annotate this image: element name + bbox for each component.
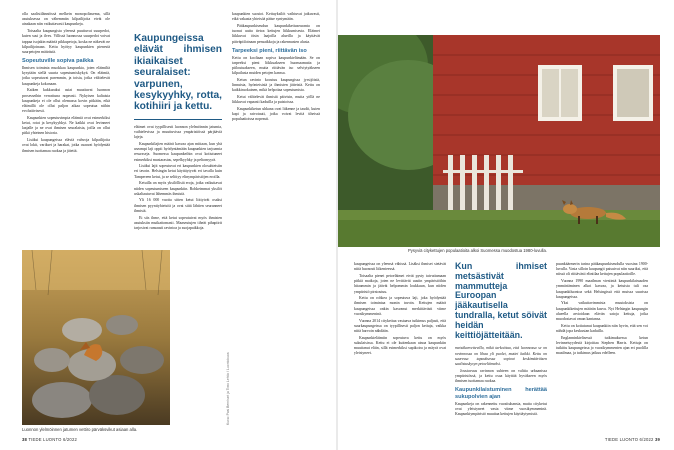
paragraph: kaupungeissa on yleensä vähissä. Lisäksi ihmiset sietävät niitä huonosti liikenteessä. — [354, 262, 446, 272]
paragraph: Englanninkielisessä tutkimuksessa ketun levinneisyydestä kirjoittaa Stephen Harris. Kettuja on tutkittu kaupungeissa jo vuosikymmenten ajan eri puolilla maailmaa, ja tutkimus jatkuu edelleen. — [556, 335, 648, 356]
paragraph: Ketun ravinto koostuu kaupungissa jyrsijöistä, linnuista, hyönteisistä ja ihmisten jätteistä. Kettu on kaikkiruokainen, mikä helpottaa sopeutumista. — [232, 77, 320, 93]
paragraph: puunkäärmerin tarina pääkaupunkiseudulla vuosina 1900-luvulla. Vasta silloin kaupungit paisuivat niin suuriksi, että niissä oli riittävästi elintilaa kettujen populaatioille. — [556, 262, 648, 277]
paragraph: Toisaalta pienet petoeläimet eivät pysty taivuttamaan pitkiä matkoja, joten ne levittävät uusiin ympäristöihin hitaammin ja jäävät helpommin loukkuun, kun niiden ympäristö pirstoutuu. — [354, 273, 446, 294]
left-col-3 — [232, 12, 320, 424]
main-photo-caption: Pysyviä citykettujen populaatioita alkoi Suomessa muodostua 1980-luvulla. — [408, 248, 547, 253]
paragraph: Ei siis ihme, että ketut sopeutuivat myös ihmisten asutuksiin mutkattomasti. Maaseutujen tiheät pihapiirit tarjosivat runsaasti ravintoa ja suojapaikkoja. — [134, 215, 222, 230]
paragraph: Yli 16 000 vuotta sitten ketut liittyivät osaksi ihmisen pyyntiyhteisöä ja ovat siitä lähtien seuranneet ihmistä. — [134, 198, 222, 213]
right-col-1 — [354, 262, 446, 427]
pullquote: Kun ihmiset metsästivät mammutteja Euroopan jääkautisella tundralla, ketut söivät heidän keittiöjätteitään. — [455, 262, 547, 340]
paragraph: eläimet ovat tyypillisesti luonnon ylelmöinnin jatumia, vaihtelevissa ja muuttuvissa ympäristöissä pärjääviä lajeja. — [134, 124, 222, 140]
paragraph: Yksi vaikuttavimmista muutoksista on kaupunkikettujen määrän kasvu. Nyt Helsingin kaupungin alueella arvioidaan elävän satoja kettuja, jotka muodostavat oman kantansa. — [556, 301, 648, 322]
right-page — [338, 0, 674, 450]
red-house-illustration — [338, 35, 660, 247]
magazine-name: TIEDE LUONTO 6/2022 — [604, 437, 654, 442]
paragraph: Pääkaupunkiseudun kaupunkikettuseuranta on tuonut uutta tietoa kettujen liikkumisesta. Eläimet liikkuvat öisin laajoilla alueilla ja käyttävät päiväpiiloinaan pensaikkoja ja rakennusten alusia. — [232, 23, 320, 44]
right-footer — [605, 437, 660, 442]
paragraph: Ketuilla on myös yksilöllisiä eroja, jotka vaikuttavat niiden sopeutumiseen kaupunkiin. Rohkeimmat yksilöt uskaltautuvat lähemmäs ihmistä. — [134, 181, 222, 196]
paragraph: Toisaalta kaupungista yleensä puuttuvat suurpedot, kuten susi ja ilves. Villissä luonnossa suurpedot voivat tappaa isojakin määriä pikkupetoja, koska ne näkevät ne kilpailijoinaan. Kettu hyötyy kaupunkien pienestä suurpetojen määrästä. — [22, 29, 110, 54]
paragraph: Kaiken kukkuraksi asiat muuttuvat luonnon prosesseihin verrattuna nopeasti. Nykyisen kaltaisia kaupunkeja ei ole ollut olemassa kovin pitkään, eikä eläimillä ole ollut paljon aikaa sopeutua niihin evolutiivisesti. — [22, 88, 110, 114]
left-page — [0, 0, 336, 450]
paragraph: Kaupunkien sopeutuvimpia eläimiä ovat esimerkiksi ketut, rotat ja kesykyyhkyt. Ne kaikki ovat levinneet laajalle ja ne ovat ihmisen seuralaisia, joilla on ollut pitkä yhteinen historia. — [22, 115, 110, 136]
paragraph: Vuonna 2014 citykettua vastaava tutkimus paljasti, että suurkaupungeissa on tyypillisesti paljon kettuja, vaikka niitä harvoin nähdään. — [354, 318, 446, 333]
paragraph: Kaupunkieläimiin sopeutuva kettu on myös sukulaisissa. Kettu ei ole kuitenkaan ainoa kaupunkiin muuttanut eläin, sillä esimerkiksi supikoira ja mäyrä ovat yleistyneet. — [354, 335, 446, 356]
paragraph: Kettu on kotiutunut kaupunkiin niin hyvin, että sen voi nähdä jopa keskustan kaduilla. — [556, 323, 648, 333]
page-number: 39 — [654, 437, 660, 442]
paragraph: Kaupunkiketun uhkana ovat liikenne ja taudit, kuten kapi ja raivotauti, jotka voivat levitä tiheissä populaatioissa nopeasti. — [232, 106, 320, 122]
paragraph: Lisäksi lajit sopeutuvat eri kaupunkien olosuhteisiin eri tavoin. Helsingin ketut käyttäytyvät eri tavalla kuin Tampereen ketut, ja se selittyy elinympäristöjen eroilla. — [134, 164, 222, 179]
paragraph: kaupunkien suosiot. Kettuyksilöt vaihtuvat jatkuvasti, eikä vakaata yhteisöä pääse syntymään. — [232, 12, 320, 22]
pullquote-divider — [134, 119, 222, 120]
left-footer — [22, 437, 77, 442]
paragraph: Ihmisen toiminta muokkaa kaupunkia, joten eläimiltä kysytään siellä suurta sopeutumiskykyä. On eläimiä, jotka sopeutuvat paremmin, ja toisia, jotka välttelevät kaupunkeja kokonaan. — [22, 66, 110, 86]
paragraph: metsäkarvettevilla, mikä tarkoittaa, että luonnossa se on ravinnossa on lihaa yli puolet, muttei kaikki. Kettu on suuressa tapauksessa sopivat keskimääräisen saalistuskyvyn petoeläimeksi. — [455, 346, 547, 366]
house-fox-photo — [338, 35, 660, 247]
paragraph: Ketut välttelevät ihmisiä päivisin, mutta yöllä ne liikkuvat vapaasti kaduilla ja puistoissa. — [232, 95, 320, 105]
paragraph: Kettu on kooltaan sopiva kaupunkielämään. Se on tarpeeksi pieni liikkuakseen huomaamatta ja piiloutuakseen, mutta riittävän iso selviytyäkseen kilpailusta muiden petojen kanssa. — [232, 55, 320, 76]
photo-credit: Kuva: Pasi Bernhart ja Timo Lehtio / Luontokuva — [226, 352, 230, 425]
right-col-3 — [556, 262, 648, 427]
paragraph: Lisäksi kaupungeissa eläviä vahvoja kilpailijoita ovat lokit, varikset ja harakat, jotka osaavat hyödyntää ihmisen tuottamaa ruokaa ja jätettä. — [22, 138, 110, 153]
paragraph: olla saalistilännöissä melkein monopoliasema, sillä asutuksessa on vähemmän kilpailijoita eivät ole ainakaan niin vaikuttavasti kaupunkeja. — [22, 12, 110, 27]
left-col-1 — [22, 12, 110, 242]
page-number: 38 — [22, 437, 28, 442]
paragraph: Kaupunkeja on rakennettu vuosituhansia, mutta cityketut ovat yleistyneet vasta viime vuosikymmeninä. Kaupunkiympäristö muuttaa kettujen käyttäytymistä. — [455, 401, 547, 417]
pullquote: Kaupungeissa elävät ihmisen ikiaikaiset seuralaiset: varpunen, kesykyyhky, rotta, kotihiiri ja kettu. — [134, 33, 222, 113]
stone-photo-caption: Luonnon ylelmöinnen jatumen vettiro pärväksvikut asiaan alla. — [22, 427, 138, 432]
paragraph: Vuonna 1990 maailman viestintä kaupunkilaisuuden ymmärtäminen alkoi kasvaa, ja ketuista tuli osa kaupunkiluontoa sekä Helsingissä että muissa suurissa kaupungeissa. — [556, 279, 648, 299]
subheading: Kaupunkilaistuminen herättää sukupolvien ajan — [455, 387, 547, 400]
subheading: Sopeutuville sopiva paikka — [22, 58, 94, 65]
right-col-2 — [455, 262, 547, 427]
magazine-name: TIEDE LUONTO 6/2022 — [28, 437, 77, 442]
left-col-2 — [134, 33, 222, 423]
paragraph: Kaupunkilajien määrä kasvaa ajan mittaan, kun yhä useampi laji oppii hyödyntämään kaupunkien tarjoamia resursseja. Suomessa kaupunkeihin ovat kotiutuneet esimerkiksi mustarastas, sepelkyyhky ja peltomyyrä. — [134, 141, 222, 162]
paragraph: Joustavuus ravinnon suhteen on valttia urbaanissa ympäristössä, ja kettu osaa käyttää hyväkseen myös ihmisen tuottamaa ruokaa. — [455, 368, 547, 384]
subheading: Tarpeeksi pieni, riittävän iso — [232, 47, 307, 54]
paragraph: Kettu on rohkea ja sopeutuva laji, joka hyödyntää ihmisen toimintaa monin tavoin. Kettujen määrä kaupungeissa onkin kasvanut merkittävästi viime vuosikymmeninä. — [354, 296, 446, 316]
